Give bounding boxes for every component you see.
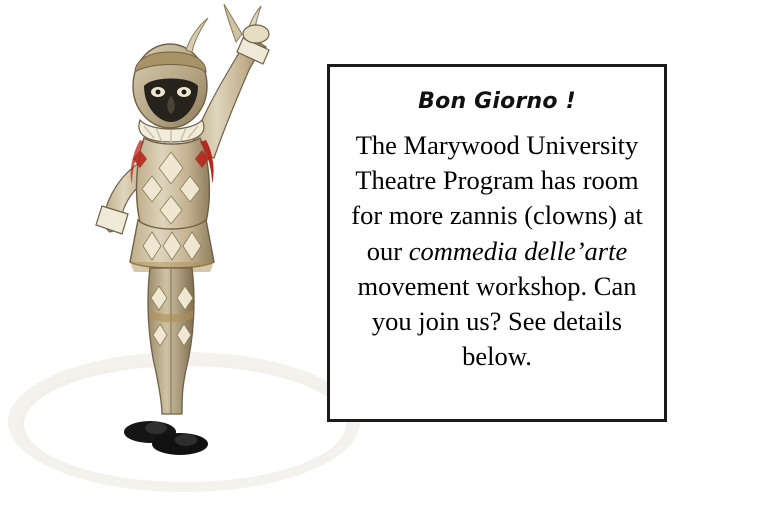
commedia-dell-arte-zanni-clown-illustration bbox=[40, 0, 320, 470]
paragraph-part-1: The Marywood University Theatre Program has room for more zannis (clowns) at our bbox=[351, 130, 643, 266]
paragraph-part-3: movement workshop. Can you join us? See details below. bbox=[357, 270, 637, 372]
greeting-heading: Bon Giorno ! bbox=[418, 89, 576, 114]
message-box bbox=[327, 64, 667, 422]
paragraph-part-italic: commedia delle’arte bbox=[408, 235, 628, 266]
message-paragraph bbox=[344, 128, 650, 375]
